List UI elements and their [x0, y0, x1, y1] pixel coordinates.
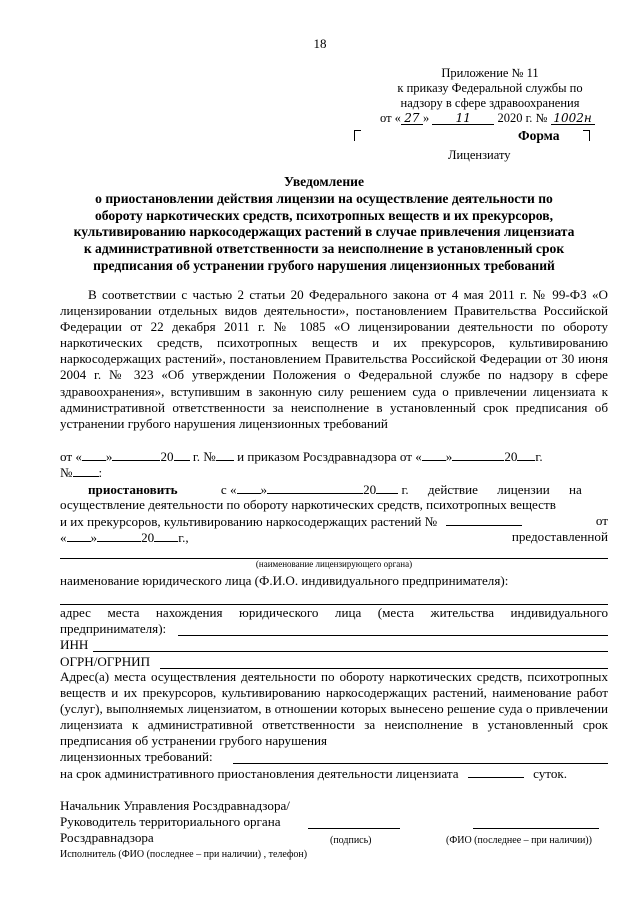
address-line2: предпринимателя): [60, 621, 167, 636]
form-label: Форма [518, 128, 560, 143]
order-year-field[interactable] [517, 448, 535, 461]
appendix-line3: надзору в сфере здравоохранения [400, 96, 580, 110]
term-days-field[interactable] [468, 765, 524, 778]
appendix-block [380, 66, 600, 126]
suspend-day-field[interactable] [237, 481, 261, 494]
signatory-line1: Начальник Управления Росздравнадзора/ [60, 798, 290, 813]
handwritten-number: 1002н [551, 112, 595, 125]
activity-field[interactable] [233, 763, 608, 764]
document-title [40, 174, 608, 275]
corner-bracket-right [583, 130, 590, 141]
order-number-field[interactable] [73, 464, 99, 477]
number-field[interactable] [216, 448, 234, 461]
day-field[interactable] [82, 448, 106, 461]
license-day-field[interactable] [67, 529, 91, 542]
corner-bracket-left [354, 130, 361, 141]
address-label: адрес места нахождения юридического лица (места жительства индивидуального [60, 605, 608, 620]
title-line2: о приостановлении действия лицензии на осуществление деятельности по [95, 190, 553, 206]
suspend-line4: « » 20 г., предоставленной [60, 529, 608, 545]
year-field[interactable] [174, 448, 190, 461]
signature-field[interactable] [308, 828, 400, 829]
suspend-line3: и их прекурсоров, культивированию наркосодержащих растений № от [60, 513, 608, 529]
title-line1: Уведомление [283, 174, 365, 189]
page-number: 18 [313, 36, 327, 51]
license-year-field[interactable] [154, 529, 178, 542]
ogrn-label: ОГРН/ОГРНИП [60, 654, 151, 669]
fio-field[interactable] [473, 828, 599, 829]
suspend-keyword: приостановить [88, 482, 178, 497]
title-line3: обороту наркотических средств, психотропных веществ и их прекурсоров, [94, 207, 554, 223]
term-line: на срок административного приостановления деятельности лицензиата суток. [60, 766, 568, 781]
activity-paragraph: Адрес(а) места осуществления деятельности по обороту наркотических средств, психотропных веществ и их прекурсоров, культивированию наркосодержащих растений, наименование работ (услуг), выполняемых лицензиатом, в отношении которых вынесено решение суда о привлечении лицензиата к административной ответственности за неисполнение в установленный срок предписания об устранении грубого нарушения [60, 669, 608, 749]
executor-caption: Исполнитель (ФИО (последнее – при наличии) , телефон) [60, 849, 308, 860]
basis-paragraph: В соответствии с частью 2 статьи 20 Федерального закона от 4 мая 2011 г. № 99-ФЗ «О лицензировании отдельных видов деятельности», постановлением Правительства Российской Федерации от 22 декабря 2011 г. № 1085 «О лицензировании деятельности по обороту наркотических средств, психотропных веществ и их прекурсоров, культивированию наркосодержащих растений», постановлением Правительства Российской Федерации от 30 июня 2004 г. № 323 «Об утверждении Положения о Федеральной службе по надзору в сфере здравоохранения», вступившим в законную силу решением суда о привлечении лицензиата к административной ответственности за неисполнение в установленный срок предписания об устранении грубого нарушения лицензионных требований [60, 287, 608, 431]
order-month-field[interactable] [452, 448, 504, 461]
licensing-authority-caption: (наименование лицензирующего органа) [255, 559, 413, 569]
license-number-field[interactable] [446, 513, 522, 526]
inn-label: ИНН [60, 637, 89, 652]
activity-last-line: лицензионных требований: [60, 749, 213, 764]
suspend-month-field[interactable] [267, 481, 363, 494]
signatory-line3: Росздравнадзора [60, 830, 154, 845]
granted-word: предоставленной [511, 529, 608, 544]
appendix-date-line: от « 27 » 11 2020 г. № 1002н [380, 111, 600, 126]
title-line4: культивированию наркосодержащих растений в случае привлечения лицензиата [73, 224, 575, 240]
address-field[interactable] [178, 635, 608, 636]
appendix-line2: к приказу Федеральной службы по [397, 81, 583, 95]
suspend-line2: осуществление деятельности по обороту наркотических средств, психотропных веществ [60, 497, 556, 512]
signature-caption: (подпись) [330, 835, 372, 846]
court-decision-date-line: от « » 20 г. № и приказом Росздравнадзора от « » 20 г. [60, 449, 543, 464]
fio-caption: (ФИО (последнее – при наличии)) [446, 835, 592, 846]
signatory-line2: Руководитель территориального органа [60, 814, 281, 829]
order-number-line: № : [60, 465, 103, 480]
suspend-line: приостановить с « » 20 г. действие лицензии на [88, 482, 582, 497]
appendix-line1: Приложение № 11 [441, 66, 539, 80]
license-month-field[interactable] [97, 529, 141, 542]
month-field[interactable] [112, 448, 160, 461]
addressee: Лицензиату [448, 148, 511, 162]
handwritten-month: 11 [432, 112, 494, 125]
suspend-year-field[interactable] [376, 481, 398, 494]
title-line5: к административной ответственности за неисполнение в установленный срок [83, 241, 565, 257]
order-day-field[interactable] [422, 448, 446, 461]
handwritten-day: 27 [401, 112, 423, 125]
inn-field[interactable] [93, 651, 608, 652]
title-line6: предписания об устранении грубого нарушения лицензионных требований [93, 257, 555, 273]
legal-name-label: наименование юридического лица (Ф.И.О. индивидуального предпринимателя): [60, 573, 509, 588]
